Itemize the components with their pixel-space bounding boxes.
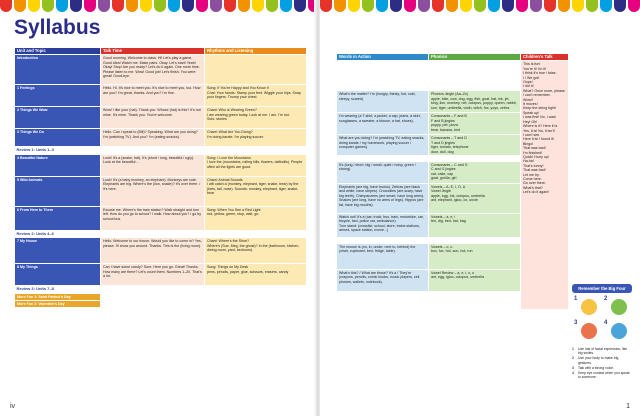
color-dot [460,0,472,12]
page-title: Syllabus [14,16,101,39]
big-four-item-text: Talk with a strong voice. [578,365,614,370]
review-label: Review 3: Units 7–8 [15,286,307,293]
color-dot [168,0,180,12]
talk-time-cell: Excuse me. Where's the train station? Walk straight and turn left. How do you go to school? I walk. How about you? I go by school bus. [101,206,205,230]
childrens-talk-line: What? Once more, please. [523,88,566,93]
table-row [15,107,307,129]
child-face-icon [611,323,627,339]
big-four-item [572,371,632,379]
childrens-talk-line: I did it! [523,84,534,89]
table-row [15,147,307,154]
color-dot [98,0,110,12]
color-dot [628,0,640,12]
color-dot [70,0,82,12]
syllabus-table-left [14,47,307,308]
phonics-cell: Vowel Review – a, e, i, o, u ant, egg, igloo, octopus, umbrella [429,270,521,292]
phonics-cell [429,61,521,91]
big-four-number: 3 [574,320,578,326]
childrens-talk-line: You're it! I'm it! [523,66,547,71]
table-row [15,154,307,176]
table-row [337,61,569,91]
childrens-talk-line: I can't see. [523,132,541,137]
childrens-talk-line: Wow!! [523,97,533,102]
childrens-talk-line: That was bad! [523,168,546,173]
table-row [15,286,307,293]
big-four-icon [574,296,600,318]
big-four-item [572,356,632,364]
rhythm-cell: Chant: What Are You Doing? I'm doing karate. I'm playing soccer. [205,129,307,147]
big-four-number: 4 [604,320,608,326]
big-four-icons [574,296,630,344]
color-dot [196,0,208,12]
header-phonics: Phonics [429,54,521,61]
color-dot [210,0,222,12]
header-rhythms-listening: Rhythms and Listening [205,48,307,55]
big-four-item [572,347,632,355]
color-dot [28,0,40,12]
phonics-cell: Vowels – A, E, I, O, U Vowel Jingle apple, egg, ink, octopus, umbrella ant, elephant, igloo, ox, uncle [429,184,521,214]
big-four-icon [604,320,630,342]
childrens-talk-line: Ha-ha! [523,159,534,164]
color-dot [404,0,416,12]
rhythm-cell: Chant: Animal Sounds I will catch a (monkey, elephant, tiger, snake, bear) by the (toes, tail, nose). Sounds: monkey, elephant, tiger, snake, bear [205,176,307,206]
unit-topic-cell: 8 My Things [15,264,101,286]
big-four-item-text: Use your body to make big gestures. [578,356,619,365]
rhythm-cell [205,55,307,85]
more-fun-label: More Fun 1: Saint Patrick's Day [15,293,101,300]
phonics-cell: Consonants – T and D T and D jingles tiger, tomato, telephone door, doll, dog [429,135,521,156]
childrens-talk-line: Oops! [523,80,533,85]
table-row [15,176,307,206]
color-dot [418,0,430,12]
childrens-talk-line: That's funny! [523,163,544,168]
childrens-talk-line: Yes, it is! No, it isn't! [523,128,555,133]
phonics-cell [429,304,521,310]
childrens-talk-line: This is fun! [523,62,541,67]
big-four-item [572,366,632,370]
rhythm-cell: Song: I Love the Mountains I love the (mountains, rolling hills, flowers, daffodils). People often all the lights are good. [205,154,307,176]
color-dot [84,0,96,12]
childrens-talk-line: What's that? [523,185,543,190]
talk-time-cell: Hello. Welcome to our house. Would you like to come in? Yes, please. I'll show you around. Thanks. This is the (living room). [101,238,205,264]
right-page [320,0,640,416]
rhythm-cell: Chant: Where's the Shoe? Where's (Sue, Meg, the ghost)? In the (bathroom, kitchen, dining room, yard, bedroom). [205,238,307,264]
table-row [15,129,307,147]
color-dot [488,0,500,12]
color-dot [502,0,514,12]
color-dot [614,0,626,12]
childrens-talk-cell [521,61,569,310]
childrens-talk-line: I can't remember. [523,93,551,98]
color-dot [600,0,612,12]
talk-time-cell: Can I have some candy? Sure. Here you go. Great! Thanks. How many are there? Let's count them. Numbers 1–20. That's a lot. [101,264,205,286]
color-dot [112,0,124,12]
unit-topic-cell: 5 Wild Animals [15,176,101,206]
phonics-cell: Phonics Jingle (Aa–Zz) apple, bike, cow, dog, egg, fish, goat, hat, ink, jet, king, lion, monkey, net, octopus, puppy, queen, rabbit, sun, tiger, umbrella, violin, witch, fox, yoyo, zebra [429,91,521,113]
syllabus-table-right [336,53,569,310]
childrens-talk-line: Let me try. [523,172,540,177]
rhythm-cell: Song: Things on My Desk pens, pencils, paper, glue, scissors, erasers, candy [205,264,307,286]
color-dot [154,0,166,12]
color-dot [348,0,360,12]
big-four-icon [574,320,600,342]
page-number: 1 [626,403,630,410]
table-row [15,206,307,230]
words-in-action-cell [337,304,429,310]
childrens-talk-line: That was bad! [523,146,546,151]
color-dot [42,0,54,12]
color-dot [126,0,138,12]
words-in-action-cell: What are you doing? I'm (watching TV, eating snacks, doing karate / my homework, playing soccer / computer games). [337,135,429,156]
color-dot [572,0,584,12]
color-dot [390,0,402,12]
color-dot [558,0,570,12]
words-in-action-cell: The mouse is (on, in, under, next to, behind) the (chair, cupboard, bed, fridge, table). [337,244,429,270]
words-in-action-cell: It's (long / short, big / small, quiet / noisy, green / strong). [337,162,429,184]
child-face-icon [581,323,597,339]
color-dot [530,0,542,12]
color-dot [140,0,152,12]
big-four-item-text: Use lots of facial expression, like big smiles. [578,347,628,356]
table-row [15,264,307,286]
words-in-action-cell: What's this? / What are those? It's a / They're (crayons, pencils, comic books, music players, cell phones, wallets, notebook). [337,270,429,292]
big-four-number: 1 [574,296,578,302]
big-four-icon [604,296,630,318]
color-dot [294,0,306,12]
color-dot [432,0,444,12]
big-four-item-number: 3 [572,365,574,370]
table-row [15,238,307,264]
child-face-icon [611,299,627,315]
big-four-item-number: 2 [572,356,574,361]
childrens-talk-line: Go over there. [523,181,546,186]
childrens-talk-line: Where is it? Here it is. [523,124,559,129]
empty-cell [101,301,307,308]
words-in-action-cell: Watch out! It's a (car, truck, bus, train, motorbike, car, bicycle, taxi, police car, ambulance). Turn stand: (crosslist, school, store, trains stations, armed, space station, movie...) [337,214,429,238]
big-four-item-number: 1 [572,347,574,351]
childrens-talk-line: Speak up! [523,110,540,115]
childrens-talk-line: Hey! Oh! [523,119,538,124]
color-dot [56,0,68,12]
color-dot [280,0,292,12]
rhythm-cell: Song: When You See a Red Light red, yellow, green, stop, wait, go [205,206,307,230]
big-four-title: Remember the Big Four [572,284,632,293]
childrens-talk-line: I was first! No, I was! [523,115,557,120]
color-dot [320,0,332,12]
big-four-number: 2 [604,296,608,302]
childrens-talk-line: Quick! Hurry up! [523,154,549,159]
unit-topic-cell: 4 Beautiful Nature [15,154,101,176]
color-dot [0,0,12,12]
table-row [15,55,307,85]
words-in-action-cell: Elephants (are big, have trunks). Zebras (are black and white, have stripes). Crocodiles (are scary, have big teeth). Chimpanzees (are smart, have long arms). Snakes (are long, have no arms or legs). Hippos (are fat, have big mouths). [337,184,429,214]
unit-topic-cell: Introduction [15,55,101,85]
big-four-item-number: 4 [572,371,574,376]
more-fun-label: More Fun 2: Valentine's Day [15,301,101,308]
childrens-talk-line: I / We got! [523,75,540,80]
unit-topic-cell: 3 Things We Do [15,129,101,147]
header-childrens-talk: Children's Talk [521,54,569,61]
phonics-cell: Vowels – o, u box, fox, hot, sun, hot, run [429,244,521,270]
color-dot [238,0,250,12]
talk-time-cell: Hello. Hi. It's nice to meet you. It's nice to meet you, too. How are you? I'm great, thanks. And you? I'm fine. [101,85,205,107]
table-row [15,230,307,237]
phonics-cell: Consonants – F and B F and B jingles puppy, pet, pizza bear, banana, bed [429,113,521,135]
talk-time-cell: Look! It's (a baby monkey, an elephant). Monkeys are cute. Elephants are big. Where's the (lion, snake)? It's over there. / It's here. [101,176,205,206]
color-dot [516,0,528,12]
rhythm-cell: Song: If You're Happy and You Know It Chat: Your hands: Stamp your feet. Wiggle your hips. Snap your fingers. Thump your chest. [205,85,307,107]
table-row [15,301,307,308]
unit-topic-cell: 1 Feelings [15,85,101,107]
left-page [0,0,316,416]
review-label: Review 1: Units 1–3 [15,147,307,154]
talk-time-cell: Hello. Can I speak to (Bill)? Speaking. What are you doing? I'm (watching TV). And you? I'm (eating snacks). [101,129,205,147]
header-words-in-action: Words in Action [337,54,429,61]
talk-time-cell: Good morning. Welcome to class. Hi! Let's play a game. Good idea! Watch me. Make pairs. Okay. Let's start! Yeah! Okay! Stop! Are you ready? Let's do it again. One more time. Please listen to me. Wow! Good job! Let's finish. You were great! Good-bye. [101,55,205,85]
childrens-talk-line: Let's do it again! [523,190,550,195]
color-dot [182,0,194,12]
rhythm-cell: Chant: Who is Wearing Green? I am wearing green today. Look at me. I am. I'm not. Solo: stories [205,107,307,129]
color-dot-border [0,0,316,12]
phonics-cell: Vowels – a, e, i ten, dig, bed, hat, bag [429,214,521,238]
color-dot [586,0,598,12]
review-label: Review 2: Units 4–6 [15,230,307,237]
color-dot [362,0,374,12]
words-in-action-cell [337,61,429,91]
color-dot [544,0,556,12]
phonics-cell: Consonants – C and G C and G jingles cat, cake, cap goat, gorilla, girl [429,162,521,184]
big-four-item-text: Keep eye contact when you speak to someone. [578,371,630,380]
table-row [15,293,307,300]
color-dot [474,0,486,12]
color-dot [252,0,264,12]
big-four-box [572,284,632,380]
color-dot [224,0,236,12]
words-in-action-cell: What's the matter? I'm (hungry, thirsty, hot, cold, sleepy, scared). [337,91,429,113]
page-number: iv [10,403,16,410]
childrens-talk-line: It moves! [523,102,538,107]
color-dot [376,0,388,12]
childrens-talk-line: I'm finished! [523,150,543,155]
talk-time-cell: Look! It's a (snake, bat). It's (short / long, beautiful / ugly). Look at the beautiful ... [101,154,205,176]
unit-topic-cell: 6 From Here to There [15,206,101,230]
color-dot [446,0,458,12]
child-face-icon [581,299,597,315]
color-dot-border [320,0,640,12]
table-row [15,85,307,107]
color-dot [266,0,278,12]
unit-topic-cell: 2 Things We Wear [15,107,101,129]
talk-time-cell: Wow! I like your (hat). Thank you. Whose (hat) is this? It's not mine. It's mine. Thank you. You're welcome. [101,107,205,129]
unit-topic-cell: 7 My House [15,238,101,264]
childrens-talk-line: Here it is! I found it! [523,137,554,142]
childrens-talk-line: Come here. [523,176,542,181]
childrens-talk-line: Keep the string tight! [523,106,556,111]
header-talk-time: Talk Time [101,48,205,55]
empty-cell [101,293,307,300]
big-four-list [572,347,632,379]
childrens-talk-line: Bingo! [523,141,534,146]
header-unit-topic: Unit and Topic [15,48,101,55]
color-dot [334,0,346,12]
words-in-action-cell: I'm wearing (a T-shirt, a jacket, a cap, jeans, a skirt, sunglasses, a sweater, a blouse, a hat, shoes). [337,113,429,135]
childrens-talk-line: I think it's true / false. [523,71,557,76]
color-dot [14,0,26,12]
